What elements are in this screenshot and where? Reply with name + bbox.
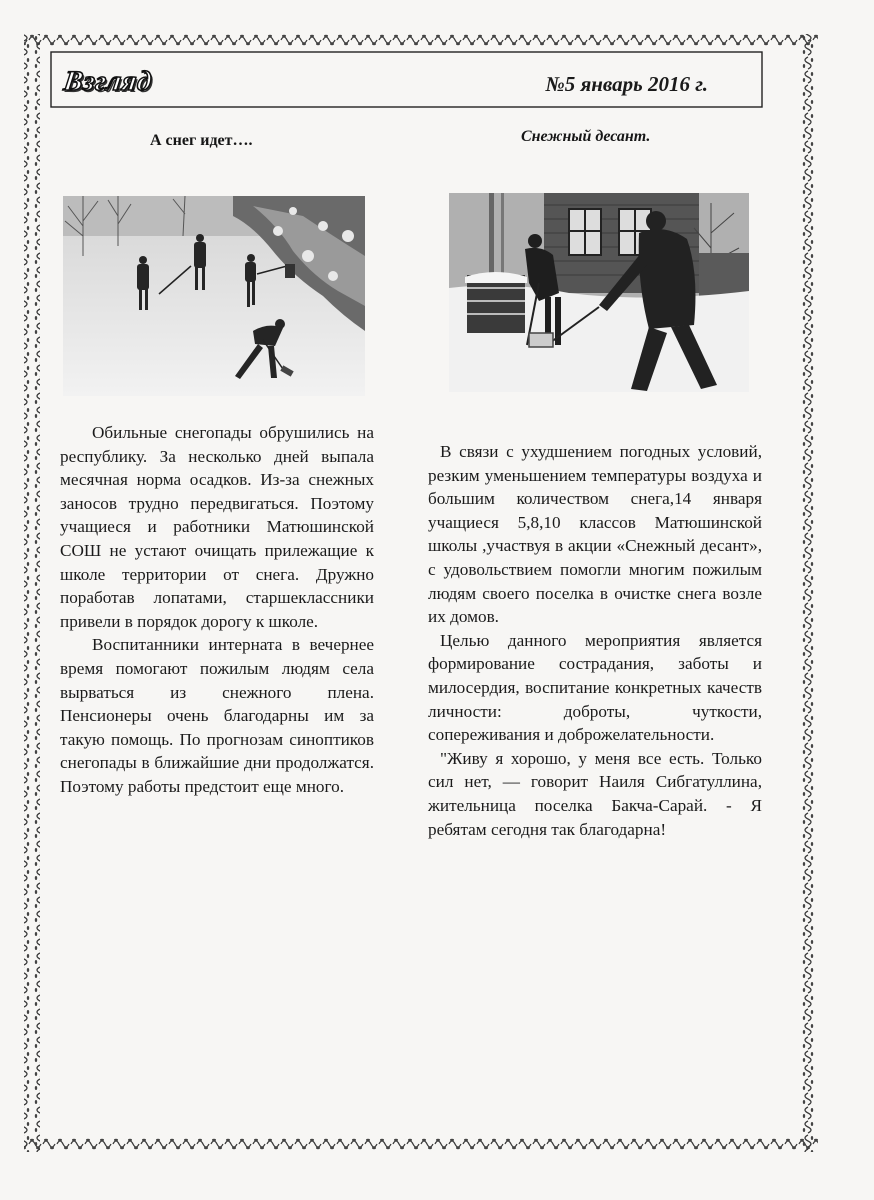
left-article-photo xyxy=(63,196,365,396)
left-article-paragraph: Обильные снегопады обрушились на республику. За несколько дней выпала месячная норма осадков. Из-за снежных заносов трудно передвигаться. Поэтому учащиеся и работники Матюшинской СОШ не устают очищать прилежащие к школе территории от снега. Дружно поработав лопатами, старшеклассники привели в порядок дорогу к школе. xyxy=(60,423,374,631)
right-article-paragraph: "Живу я хорошо, у меня все есть. Только сил нет, — говорит Наиля Сибгатуллина, жительница поселка Бакча-Сарай. - Я ребятам сегодня так благодарна! xyxy=(428,748,762,839)
left-article-body xyxy=(60,421,374,799)
left-article-title: А снег идет…. xyxy=(150,132,253,149)
issue-info: №5 январь 2016 г. xyxy=(545,72,708,96)
left-article-paragraph: Воспитанники интерната в вечернее время помогают пожилым людям села вырваться из снежного плена. Пенсионеры очень благодарны им за такую помощь. По прогнозам синоптиков снегопады в ближайшие дни продолжатся. Поэтому работы предстоит еще много. xyxy=(60,635,374,796)
right-article-paragraph: Целью данного мероприятия является формирование сострадания, заботы и милосердия, воспитание конкретных качеств личности: доброты, чуткости, сопереживания и доброжелательности. xyxy=(428,630,762,745)
right-article-title: Снежный десант. xyxy=(521,128,651,145)
newsletter-logo: Взгляд xyxy=(61,66,155,97)
right-article-photo xyxy=(449,193,749,392)
right-article-body xyxy=(428,440,762,841)
right-article-paragraph: В связи с ухудшением погодных условий, резким уменьшением температуры воздуха и большим количеством снега,14 января учащиеся 5,8,10 классов Матюшинской школы ,участвуя в акции «Снежный десант», с удовольствием помогли многим пожилым людям своего поселка в очистке снега возле их домов. xyxy=(428,442,762,627)
